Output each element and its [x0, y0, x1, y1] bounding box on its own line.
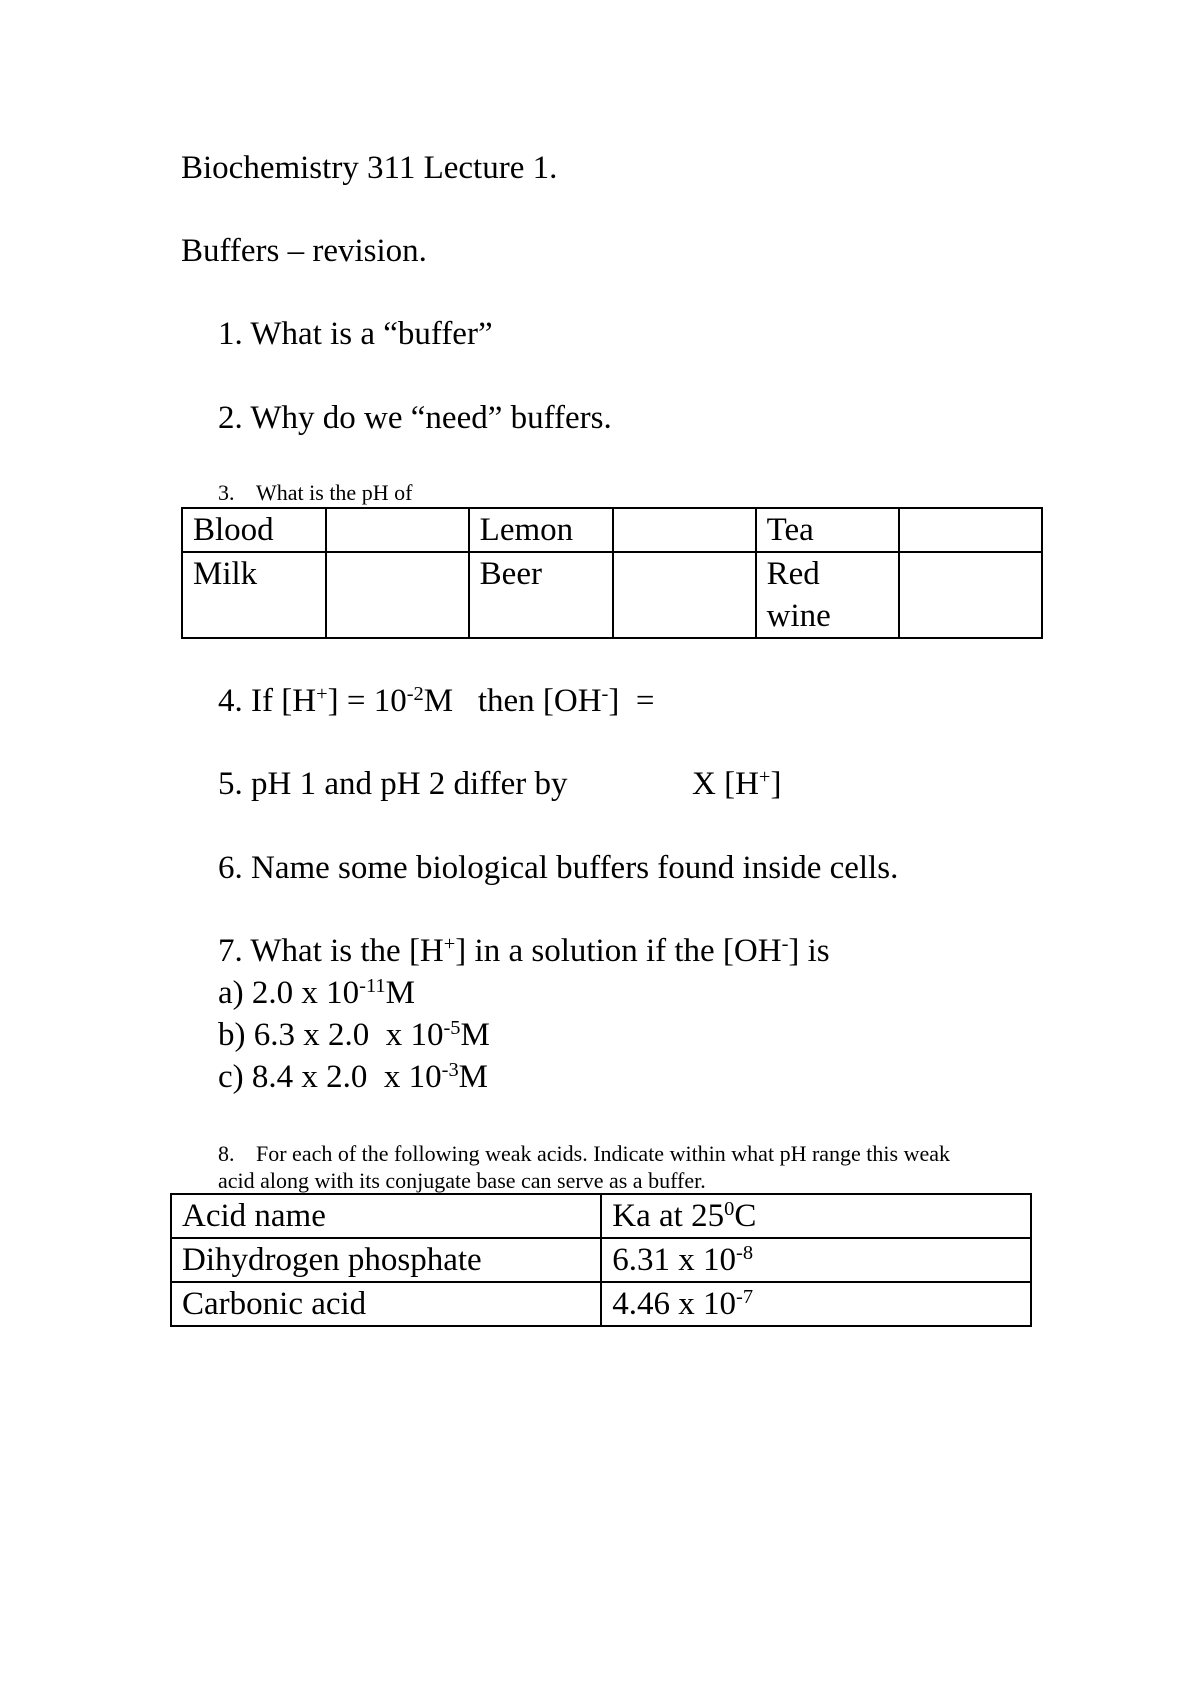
question-8-number: 8. [218, 1141, 235, 1166]
answer-cell [899, 508, 1042, 552]
question-7-text: ] is [788, 933, 830, 969]
table-cell: Tea [756, 508, 900, 552]
exponent: -5 [443, 1016, 461, 1039]
question-3-text: What is the pH of [256, 480, 413, 505]
question-8-line-2: acid along with its conjugate base can serve as a buffer. [218, 1168, 706, 1193]
table-header-row [171, 1194, 1031, 1238]
superscript: 0 [724, 1197, 735, 1220]
exponent: -3 [441, 1058, 459, 1081]
question-8-line-1: For each of the following weak acids. Indicate within what pH range this weak [256, 1141, 951, 1166]
column-header-ka [601, 1194, 1031, 1238]
header-text: Ka at 25 [612, 1198, 725, 1234]
question-2: 2. Why do we “need” buffers. [218, 400, 612, 436]
header-text: C [734, 1198, 757, 1234]
answer-cell [613, 552, 756, 638]
question-4-text: M then [OH [423, 683, 602, 719]
ka-cell [601, 1238, 1031, 1282]
answer-cell [899, 552, 1042, 638]
document-title: Biochemistry 311 Lecture 1. [181, 150, 558, 186]
ka-cell [601, 1282, 1031, 1326]
superscript: + [316, 682, 328, 705]
table-row [182, 552, 1042, 638]
superscript: + [443, 932, 456, 955]
question-7-option-a [218, 974, 415, 1011]
acid-table [170, 1193, 1032, 1327]
option-text: M [460, 1017, 490, 1053]
question-4-text: ] = 10 [327, 683, 407, 719]
answer-cell [326, 508, 469, 552]
table-cell: Lemon [469, 508, 613, 552]
table-row [182, 508, 1042, 552]
table-row [171, 1238, 1031, 1282]
column-header-acid-name: Acid name [171, 1194, 601, 1238]
question-5-text: 5. pH 1 and pH 2 differ by [218, 766, 568, 802]
question-5-blank [692, 765, 782, 802]
section-heading: Buffers – revision. [181, 233, 427, 269]
question-1: 1. What is a “buffer” [218, 316, 493, 352]
table-row [171, 1282, 1031, 1326]
exponent: -7 [736, 1285, 754, 1308]
table-cell: Blood [182, 508, 326, 552]
question-5-text: X [H [692, 766, 759, 802]
answer-cell [613, 508, 756, 552]
superscript: + [758, 765, 771, 788]
question-6: 6. Name some biological buffers found inside cells. [218, 850, 899, 886]
superscript: - [601, 682, 609, 705]
question-7-option-b [218, 1016, 490, 1053]
question-3-number: 3. [218, 480, 235, 505]
exponent: -8 [736, 1241, 754, 1264]
acid-name-cell: Dihydrogen phosphate [171, 1238, 601, 1282]
superscript: - [781, 932, 789, 955]
table-cell: Red wine [756, 552, 900, 638]
question-4-text: ] = [608, 683, 655, 719]
ka-value: 6.31 x 10 [612, 1242, 737, 1278]
ka-value: 4.46 x 10 [612, 1286, 737, 1322]
question-4-text: 4. If [H [218, 683, 317, 719]
question-5-text: ] [770, 766, 782, 802]
question-4 [218, 682, 655, 719]
question-5 [218, 768, 568, 801]
question-7-text: 7. What is the [H [218, 933, 444, 969]
acid-name-cell: Carbonic acid [171, 1282, 601, 1326]
exponent: -11 [359, 974, 386, 997]
question-7-option-c [218, 1058, 489, 1095]
option-text: M [385, 975, 415, 1011]
ph-table [181, 507, 1043, 639]
question-7-text: ] in a solution if the [OH [455, 933, 782, 969]
option-text: M [458, 1059, 489, 1095]
option-text: c) 8.4 x 2.0 x 10 [218, 1059, 442, 1095]
question-7 [218, 932, 830, 969]
table-cell: Beer [469, 552, 613, 638]
question-8 [218, 1143, 950, 1165]
option-text: a) 2.0 x 10 [218, 975, 360, 1011]
table-cell: Milk [182, 552, 326, 638]
option-text: b) 6.3 x 2.0 x 10 [218, 1017, 444, 1053]
question-3 [218, 482, 412, 504]
exponent: -2 [406, 682, 424, 705]
answer-cell [326, 552, 469, 638]
